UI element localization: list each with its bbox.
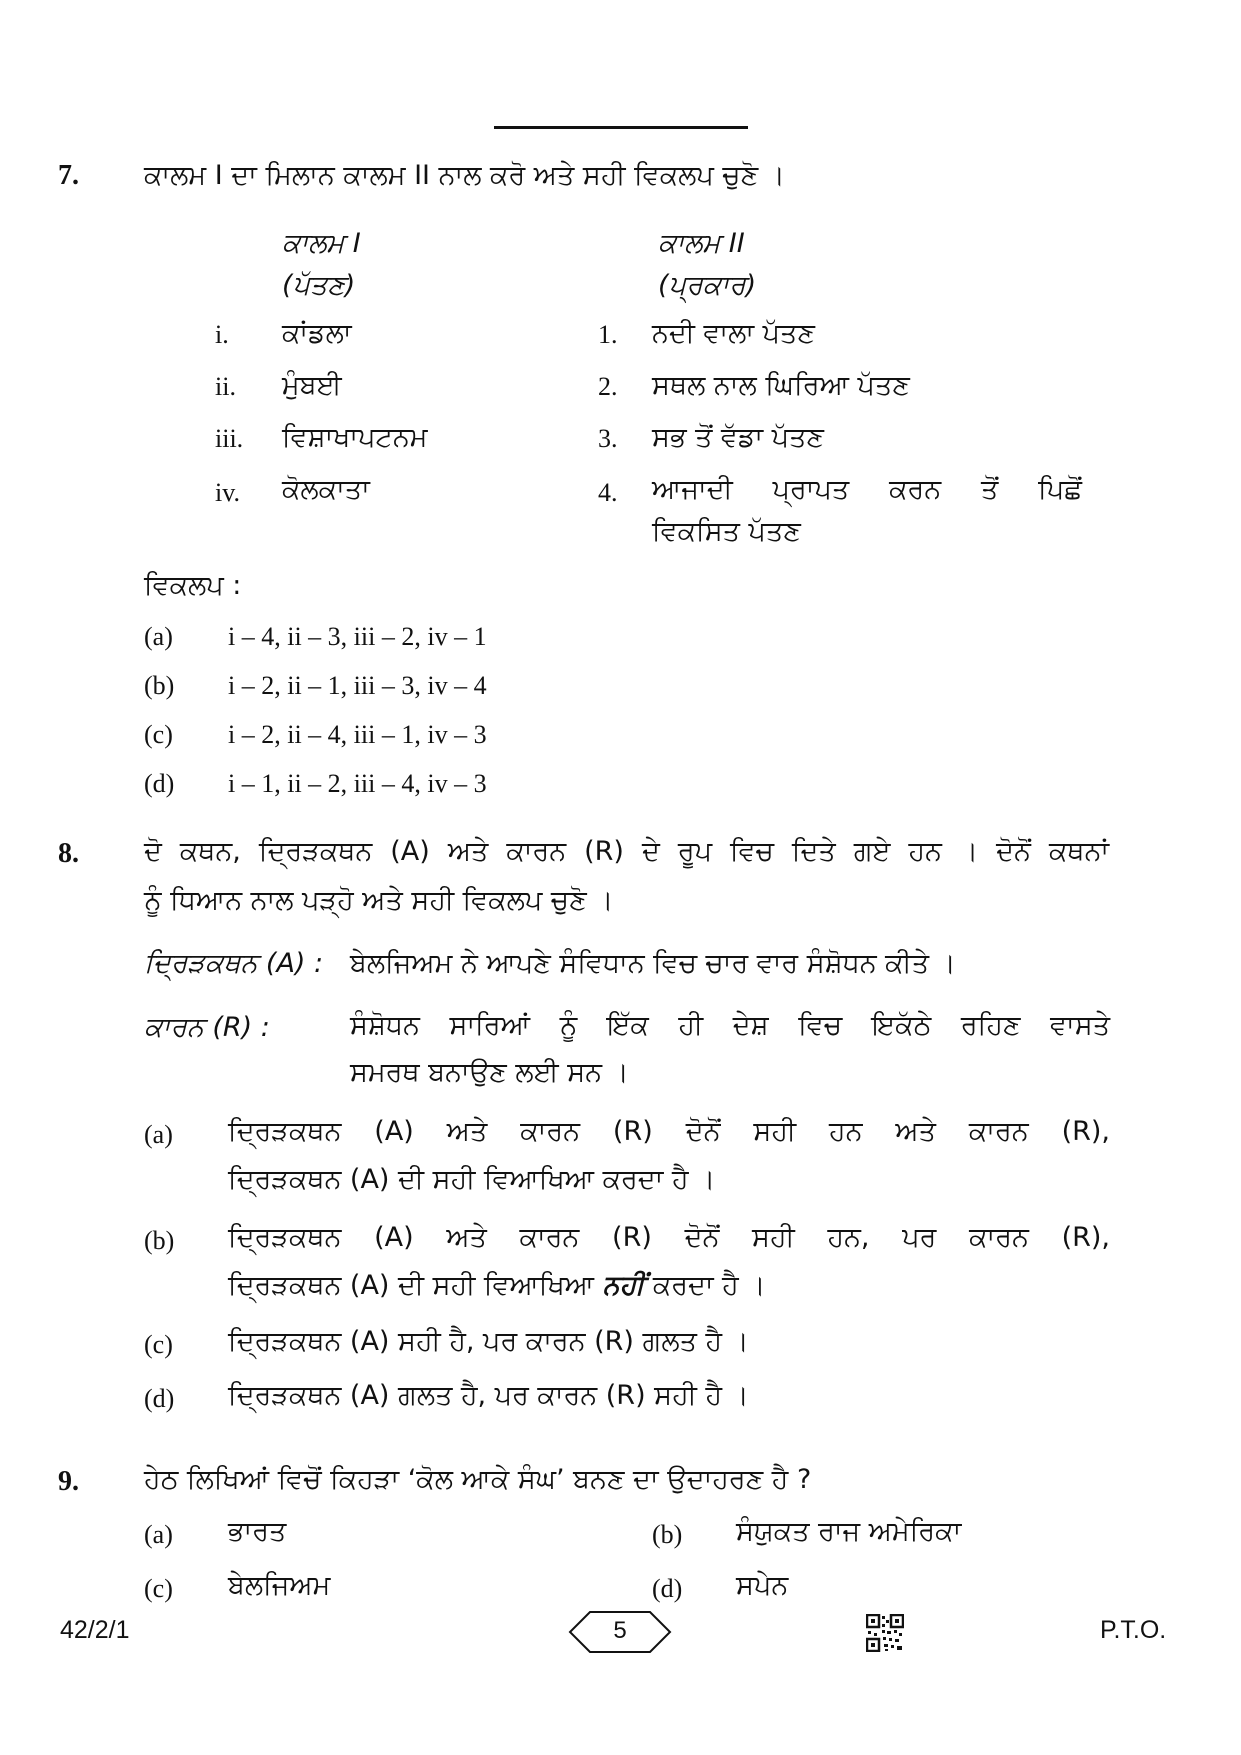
question-9-number: 9. — [58, 1466, 79, 1497]
top-rule — [494, 126, 748, 129]
option-label: (a) — [144, 622, 173, 651]
column-1-item-text: ਕਾਂਡਲਾ — [282, 318, 352, 349]
column-1-item-num: i. — [215, 320, 229, 349]
emphasis-not: ਨਹੀਂ — [602, 1270, 645, 1301]
column-1-title: ਕਾਲਮ I — [282, 228, 361, 259]
option-label: (d) — [144, 769, 175, 798]
option-label: (b) — [144, 671, 175, 700]
column-2-item-text-continued: ਵਿਕਸਿਤ ਪੱਤਣ — [652, 516, 801, 547]
option-label: (c) — [144, 1574, 173, 1603]
column-2-item-num: 2. — [598, 372, 618, 401]
column-2-item-text: ਸਥਲ ਨਾਲ ਘਿਰਿਆ ਪੱਤਣ — [652, 370, 910, 401]
column-2-item-num: 3. — [598, 424, 618, 453]
option-text: ਸਪੇਨ — [736, 1570, 789, 1601]
please-turn-over: P.T.O. — [1100, 1616, 1167, 1644]
column-1-item-text: ਕੋਲਕਾਤਾ — [282, 474, 370, 505]
option-text-line-1: ਦ੍ਰਿੜਕਥਨ (A) ਅਤੇ ਕਾਰਨ (R) ਦੋਨੋਂ ਸਹੀ ਹਨ ਅਤੇ ਕਾਰਨ (R), — [228, 1116, 1110, 1147]
reason-text-line-2: ਸਮਰਥ ਬਨਾਉਣ ਲਈ ਸਨ । — [350, 1057, 629, 1088]
option-text-line-1: ਦ੍ਰਿੜਕਥਨ (A) ਸਹੀ ਹੈ, ਪਰ ਕਾਰਨ (R) ਗਲਤ ਹੈ । — [228, 1326, 749, 1357]
option-text-part: ਕਰਦਾ ਹੈ । — [652, 1270, 766, 1301]
option-label: (c) — [144, 720, 173, 749]
option-text-line-2: ਦ੍ਰਿੜਕਥਨ (A) ਦੀ ਸਹੀ ਵਿਆਖਿਆ ਕਰਦਾ ਹੈ । — [228, 1164, 716, 1195]
option-text: i – 2, ii – 1, iii – 3, iv – 4 — [228, 671, 487, 700]
option-label: (a) — [144, 1520, 173, 1549]
option-text-part: ਦ੍ਰਿੜਕਥਨ (A) ਦੀ ਸਹੀ ਵਿਆਖਿਆ — [228, 1270, 595, 1301]
assertion-text: ਬੇਲਜਿਅਮ ਨੇ ਆਪਣੇ ਸੰਵਿਧਾਨ ਵਿਚ ਚਾਰ ਵਾਰ ਸੰਸ਼ੋਧਨ ਕੀਤੇ । — [350, 948, 956, 979]
column-2-item-num: 4. — [598, 478, 618, 507]
column-1-item-num: iv. — [215, 478, 241, 507]
column-1-item-text: ਮੁੰਬਈ — [282, 370, 342, 401]
reason-label: ਕਾਰਨ (R) : — [144, 1012, 270, 1043]
column-2-item-num: 1. — [598, 320, 618, 349]
page-number: 5 — [613, 1617, 627, 1644]
question-8-number: 8. — [58, 838, 79, 869]
question-9-stem: ਹੇਠ ਲਿਖਿਆਂ ਵਿਚੋਂ ਕਿਹੜਾ ‘ਕੋਲ ਆਕੇ ਸੰਘ’ ਬਨਣ ਦਾ ਉਦਾਹਰਣ ਹੈ ? — [144, 1464, 812, 1495]
options-label: ਵਿਕਲਪ : — [144, 570, 242, 601]
option-label: (b) — [144, 1226, 175, 1255]
option-text-line-1: ਦ੍ਰਿੜਕਥਨ (A) ਗਲਤ ਹੈ, ਪਰ ਕਾਰਨ (R) ਸਹੀ ਹੈ । — [228, 1380, 749, 1411]
option-label: (c) — [144, 1330, 173, 1359]
option-text: i – 4, ii – 3, iii – 2, iv – 1 — [228, 622, 487, 651]
option-text-line-1: ਦ੍ਰਿੜਕਥਨ (A) ਅਤੇ ਕਾਰਨ (R) ਦੋਨੋਂ ਸਹੀ ਹਨ, ਪਰ ਕਾਰਨ (R), — [228, 1222, 1110, 1253]
qr-code-icon — [866, 1614, 904, 1652]
option-text: i – 1, ii – 2, iii – 4, iv – 3 — [228, 769, 487, 798]
column-2-item-text: ਨਦੀ ਵਾਲਾ ਪੱਤਣ — [652, 318, 815, 349]
option-label: (d) — [144, 1384, 175, 1413]
column-2-item-text: ਆਜਾਦੀ ਪ੍ਰਾਪਤ ਕਰਨ ਤੋਂ ਪਿਛੋਂ — [652, 474, 1082, 505]
option-text: i – 2, ii – 4, iii – 1, iv – 3 — [228, 720, 487, 749]
column-1-item-num: iii. — [215, 424, 244, 453]
column-2-title: ਕਾਲਮ II — [658, 228, 745, 259]
option-text-line-2 — [228, 1270, 766, 1302]
paper-code: 42/2/1 — [60, 1616, 130, 1644]
option-label: (d) — [652, 1574, 683, 1603]
option-text: ਬੇਲਜਿਅਮ — [228, 1570, 331, 1601]
column-1-item-num: ii. — [215, 372, 236, 401]
column-1-subtitle: (ਪੱਤਣ) — [282, 270, 356, 301]
page-number-badge — [566, 1609, 674, 1655]
column-1-item-text: ਵਿਸ਼ਾਖਾਪਟਨਮ — [282, 422, 428, 453]
reason-text-line-1: ਸੰਸ਼ੋਧਨ ਸਾਰਿਆਂ ਨੂੰ ਇੱਕ ਹੀ ਦੇਸ਼ ਵਿਚ ਇਕੱਠੇ ਰਹਿਣ ਵਾਸਤੇ — [350, 1010, 1110, 1041]
option-label: (b) — [652, 1520, 683, 1549]
question-7-stem: ਕਾਲਮ I ਦਾ ਮਿਲਾਨ ਕਾਲਮ II ਨਾਲ ਕਰੋ ਅਤੇ ਸਹੀ ਵਿਕਲਪ ਚੁਣੋ । — [144, 160, 785, 191]
question-8-stem-line-1: ਦੋ ਕਥਨ, ਦ੍ਰਿੜਕਥਨ (A) ਅਤੇ ਕਾਰਨ (R) ਦੇ ਰੂਪ ਵਿਚ ਦਿਤੇ ਗਏ ਹਨ । ਦੋਨੋਂ ਕਥਨਾਂ — [144, 836, 1109, 867]
question-8-stem-line-2: ਨੂੰ ਧਿਆਨ ਨਾਲ ਪੜ੍ਹੋ ਅਤੇ ਸਹੀ ਵਿਕਲਪ ਚੁਣੋ । — [144, 885, 614, 916]
option-text: ਭਾਰਤ — [228, 1516, 287, 1547]
question-7-number: 7. — [58, 160, 79, 191]
column-2-subtitle: (ਪ੍ਰਕਾਰ) — [658, 270, 757, 301]
assertion-label: ਦ੍ਰਿੜਕਥਨ (A) : — [144, 948, 324, 979]
option-label: (a) — [144, 1120, 173, 1149]
option-text: ਸੰਯੁਕਤ ਰਾਜ ਅਮੇਰਿਕਾ — [736, 1516, 962, 1547]
column-2-item-text: ਸਭ ਤੋਂ ਵੱਡਾ ਪੱਤਣ — [652, 422, 825, 453]
